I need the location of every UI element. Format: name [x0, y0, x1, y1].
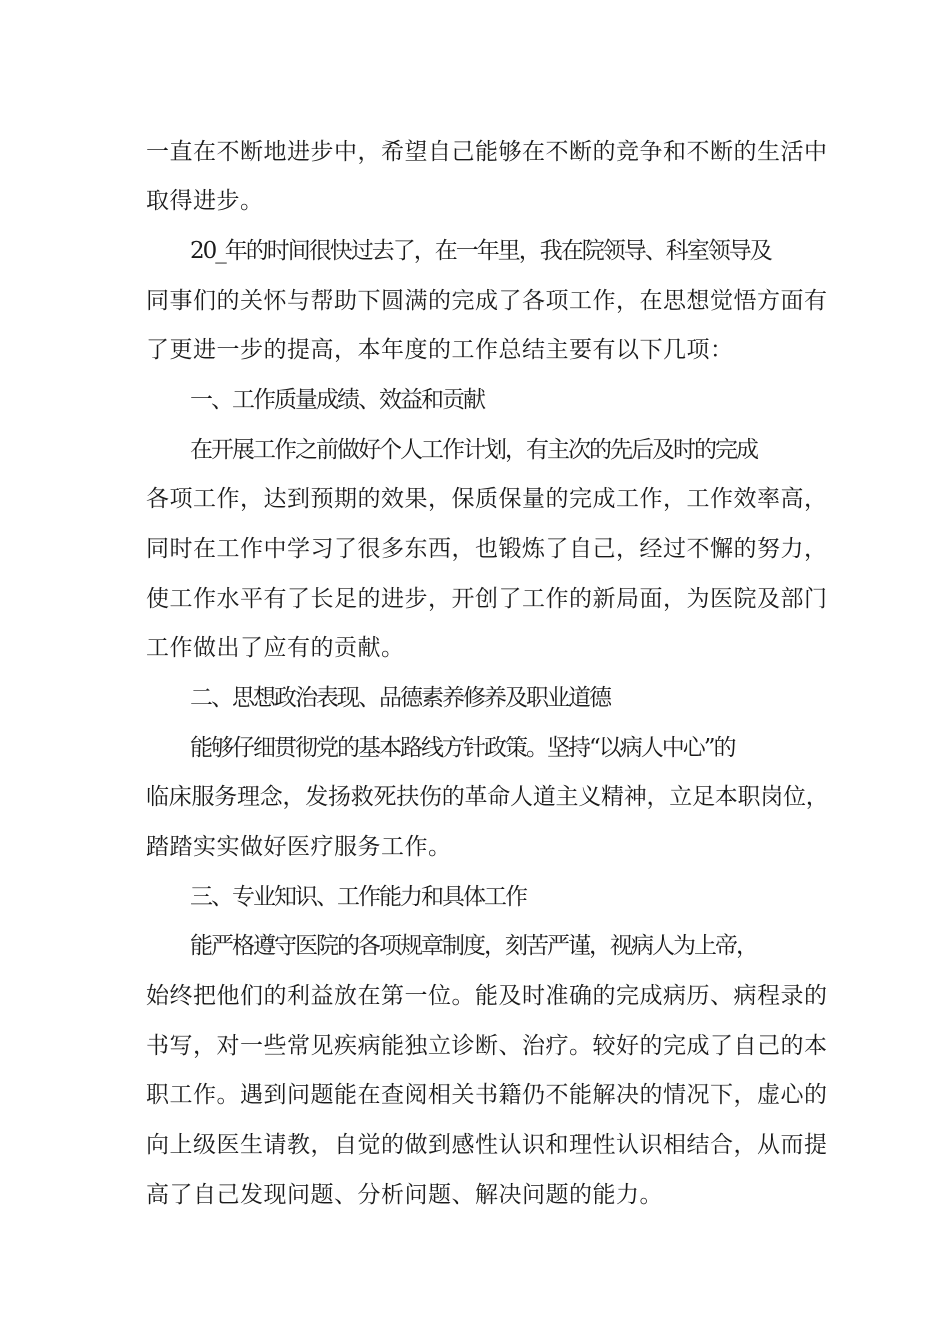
- text-line: 使工作水平有了长足的进步，开创了工作的新局面，为医院及部门: [146, 586, 828, 612]
- text-line: 工作做出了应有的贡献。: [146, 635, 405, 661]
- section-heading-1: 一、工作质量成绩、效益和贡献: [190, 387, 484, 413]
- paragraph-start-line: 能严格遵守医院的各项规章制度，刻苦严谨，视病人为上帝，: [190, 933, 757, 959]
- text-line: 了更进一步的提高，本年度的工作总结主要有以下几项：: [146, 337, 734, 363]
- text-line: 同事们的关怀与帮助下圆满的完成了各项工作，在思想觉悟方面有: [146, 288, 828, 314]
- text-line: 临床服务理念，发扬救死扶伤的革命人道主义精神，立足本职岗位，: [146, 784, 829, 810]
- text-line: 取得进步。: [146, 188, 264, 214]
- text-line: 踏踏实实做好医疗服务工作。: [146, 834, 452, 860]
- text-line: 向上级医生请教，自觉的做到感性认识和理性认识相结合，从而提: [146, 1132, 828, 1158]
- text-line: 始终把他们的利益放在第一位。能及时准确的完成病历、病程录的: [146, 983, 828, 1009]
- paragraph-start-line: 能够仔细贯彻党的基本路线方针政策。坚持“以病人中心”的: [190, 735, 735, 761]
- paragraph-start-line: 在开展工作之前做好个人工作计划，有主次的先后及时的完成: [190, 437, 757, 463]
- text-line: 一直在不断地进步中，希望自己能够在不断的竞争和不断的生活中: [146, 139, 828, 165]
- section-heading-2: 二、思想政治表现、品德素养修养及职业道德: [190, 685, 610, 711]
- text-line: 各项工作，达到预期的效果，保质保量的完成工作，工作效率高，: [146, 486, 828, 512]
- paragraph-start-line: 20_年的时间很快过去了，在一年里，我在院领导、科室领导及: [190, 238, 771, 264]
- text-line: 书写，对一些常见疾病能独立诊断、治疗。较好的完成了自己的本: [146, 1033, 828, 1059]
- text-line: 高了自己发现问题、分析问题、解决问题的能力。: [146, 1182, 663, 1208]
- text-line: 同时在工作中学习了很多东西，也锻炼了自己，经过不懈的努力，: [146, 536, 828, 562]
- section-heading-3: 三、专业知识、工作能力和具体工作: [190, 884, 526, 910]
- text-line: 职工作。遇到问题能在查阅相关书籍仍不能解决的情况下，虚心的: [146, 1082, 828, 1108]
